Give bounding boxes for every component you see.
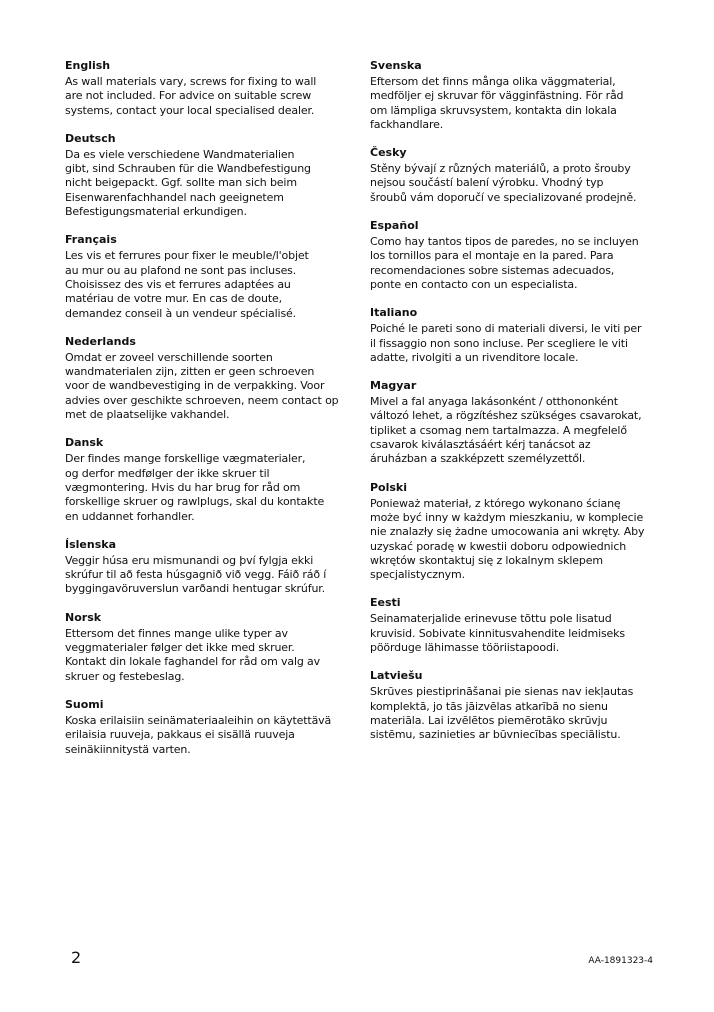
language-heading: Deutsch — [65, 131, 116, 145]
text-line: veggmaterialer følger det ikke med skruer. — [65, 641, 295, 655]
language-heading: Español — [370, 219, 419, 233]
text-line: adatte, rivolgiti a un rivenditore locale. — [370, 350, 579, 364]
text-line: Koska erilaisiin seinämateriaaleihin on käytettävä — [65, 713, 332, 727]
language-heading: Íslenska — [65, 537, 116, 551]
notice-text — [65, 554, 350, 597]
text-line: il fissaggio non sono incluse. Per scegliere le viti — [370, 336, 628, 350]
notice-text — [370, 395, 655, 466]
text-line: sistēmu, sazinieties ar būvniecības speciālistu. — [370, 728, 621, 742]
notice-text — [370, 162, 655, 205]
text-line: Da es viele verschiedene Wandmaterialien — [65, 147, 295, 161]
language-heading: English — [65, 59, 111, 72]
text-line: Ponieważ materiał, z którego wykonano ścianę — [370, 496, 621, 510]
text-line: Skrūves piestiprināšanai pie sienas nav iekļautas — [370, 685, 634, 699]
text-line: Seinamaterjalide erinevuse tõttu pole lisatud — [370, 612, 612, 626]
text-line: kruvisid. Sobivate kinnitusvahendite leidmiseks — [370, 626, 625, 640]
notice-text — [65, 148, 350, 219]
section-deutsch — [65, 132, 350, 219]
text-line: skruer og festebeslag. — [65, 669, 185, 683]
text-line: Der findes mange forskellige vægmaterialer, — [65, 452, 306, 466]
text-line: systems, contact your local specialised dealer. — [65, 103, 315, 117]
document-id: AA-1891323-4 — [588, 956, 653, 966]
text-line: Choisissez des vis et ferrures adaptées au — [65, 277, 291, 291]
notice-text — [370, 497, 655, 583]
section-dansk — [65, 436, 350, 523]
section-eesti — [370, 596, 655, 655]
language-heading: Nederlands — [65, 334, 136, 348]
section-francais — [65, 233, 350, 320]
text-line: en uddannet forhandler. — [65, 509, 195, 523]
section-islenska — [65, 538, 350, 597]
text-line: Eftersom det finns många olika väggmaterial, — [370, 75, 616, 88]
text-line: specjalistycznym. — [370, 568, 465, 582]
text-line: medföljer ej skruvar för vägginfästning. För råd — [370, 89, 624, 103]
text-line: Como hay tantos tipos de paredes, no se incluyen — [370, 235, 639, 249]
text-line: komplektā, jo tās jāizvēlas atkarībā no sienu — [370, 699, 608, 713]
section-svenska — [370, 59, 655, 132]
text-line: erilaisia ruuveja, pakkaus ei sisällä ruuveja — [65, 728, 295, 742]
text-line: Befestigungsmaterial erkundigen. — [65, 205, 247, 219]
language-heading: Suomi — [65, 697, 104, 711]
section-polski — [370, 481, 655, 583]
language-heading: Magyar — [370, 379, 417, 393]
language-heading: Eesti — [370, 596, 401, 610]
language-heading: Polski — [370, 480, 408, 494]
text-line: materiāla. Lai izvēlētos piemērotāko skrūvju — [370, 713, 608, 727]
text-line: seinäkiinnitystä varten. — [65, 742, 191, 756]
text-line: demandez conseil à un vendeur spécialisé. — [65, 306, 297, 320]
language-heading: Dansk — [65, 436, 104, 450]
left-column — [65, 59, 350, 771]
text-line: šroubů vám doporučí ve specializované prodejně. — [370, 190, 637, 204]
text-line: Mivel a fal anyaga lakásonként / otthononként — [370, 395, 618, 409]
text-line: los tornillos para el montaje en la pared. Para — [370, 249, 614, 263]
section-cesky — [370, 146, 655, 205]
text-line: pöörduge lähimasse tööriistapoodi. — [370, 641, 560, 655]
text-line: wandmaterialen zijn, zitten er geen schroeven — [65, 365, 315, 379]
text-line: fackhandlare. — [370, 117, 444, 131]
notice-text — [370, 75, 655, 132]
text-line: nie znalazły się żadne umocowania ani wkręty. Aby — [370, 525, 645, 539]
text-line: ponte en contacto con un especialista. — [370, 277, 578, 291]
notice-text — [65, 627, 350, 684]
text-line: Stěny bývají z různých materiálů, a proto šrouby — [370, 162, 631, 176]
section-nederlands — [65, 335, 350, 422]
text-line: voor de wandbevestiging in de verpakking. Voor — [65, 379, 325, 393]
text-line: As wall materials vary, screws for fixing to wall — [65, 75, 317, 88]
text-line: tipliket a csomag nem tartalmazza. A megfelelő — [370, 423, 627, 437]
text-line: advies over geschikte schroeven, neem contact op — [65, 393, 339, 407]
text-line: Les vis et ferrures pour fixer le meuble/l'objet — [65, 249, 309, 263]
notice-text — [65, 75, 350, 118]
text-line: matériau de votre mur. En cas de doute, — [65, 292, 282, 306]
text-line: met de plaatselijke vakhandel. — [65, 408, 230, 422]
language-heading: Česky — [370, 146, 407, 160]
section-norsk — [65, 611, 350, 684]
text-line: változó lehet, a rögzítéshez szükséges csavarokat, — [370, 409, 642, 423]
text-line: Ettersom det finnes mange ulike typer av — [65, 626, 288, 640]
text-line: vægmontering. Hvis du har brug for råd om — [65, 480, 301, 494]
text-line: gibt, sind Schrauben für die Wandbefestigung — [65, 162, 311, 176]
notice-text — [370, 612, 655, 655]
language-heading: Italiano — [370, 306, 418, 320]
text-line: Omdat er zoveel verschillende soorten — [65, 350, 273, 364]
language-heading: Norsk — [65, 610, 102, 624]
text-line: nejsou součástí balení výrobku. Vhodný typ — [370, 176, 604, 190]
notice-text — [370, 322, 655, 365]
section-latviesu — [370, 669, 655, 742]
text-line: forskellige skruer og rawlplugs, skal du kontakte — [65, 495, 325, 509]
text-line: Kontakt din lokale faghandel for råd om valg av — [65, 655, 321, 669]
text-line: Poiché le pareti sono di materiali diversi, le viti per — [370, 322, 642, 336]
text-line: Eisenwarenfachhandel nach geeignetem — [65, 190, 284, 204]
text-line: skrúfur til að festa húsgagnið við vegg. Fáið ráð í — [65, 568, 327, 582]
text-line: byggingavöruverslun varðandi hentugar skrúfur. — [65, 582, 326, 596]
notice-text — [65, 452, 350, 523]
text-line: może być inny w każdym mieszkaniu, w komplecie — [370, 510, 644, 524]
right-column — [370, 59, 655, 757]
text-line: Veggir húsa eru mismunandi og því fylgja ekki — [65, 553, 314, 567]
section-english — [65, 59, 350, 118]
notice-text — [65, 351, 350, 422]
section-magyar — [370, 379, 655, 466]
text-line: recomendaciones sobre sistemas adecuados, — [370, 263, 615, 277]
language-heading: Svenska — [370, 59, 422, 72]
text-line: csavarok kiválasztásáért kérj tanácsot az — [370, 438, 591, 452]
notice-text — [370, 685, 655, 742]
text-line: og derfor medfølger der ikke skruer til — [65, 466, 270, 480]
page-number: 2 — [71, 948, 82, 967]
notice-text — [65, 714, 350, 757]
notice-text — [65, 249, 350, 320]
text-line: uzyskać poradę w kwestii doboru odpowiednich — [370, 539, 627, 553]
text-line: áruházban a szakképzett személyzettől. — [370, 452, 586, 466]
section-espanol — [370, 219, 655, 292]
section-italiano — [370, 306, 655, 365]
text-line: are not included. For advice on suitable screw — [65, 89, 312, 103]
language-heading: Français — [65, 233, 117, 247]
text-line: wkrętów skontaktuj się z lokalnym sklepem — [370, 553, 603, 567]
text-line: au mur ou au plafond ne sont pas incluses. — [65, 263, 297, 277]
text-line: nicht beigepackt. Ggf. sollte man sich beim — [65, 176, 297, 190]
notice-text — [370, 235, 655, 292]
section-suomi — [65, 698, 350, 757]
language-heading: Latviešu — [370, 669, 423, 683]
text-line: om lämpliga skruvsystem, kontakta din lokala — [370, 103, 617, 117]
